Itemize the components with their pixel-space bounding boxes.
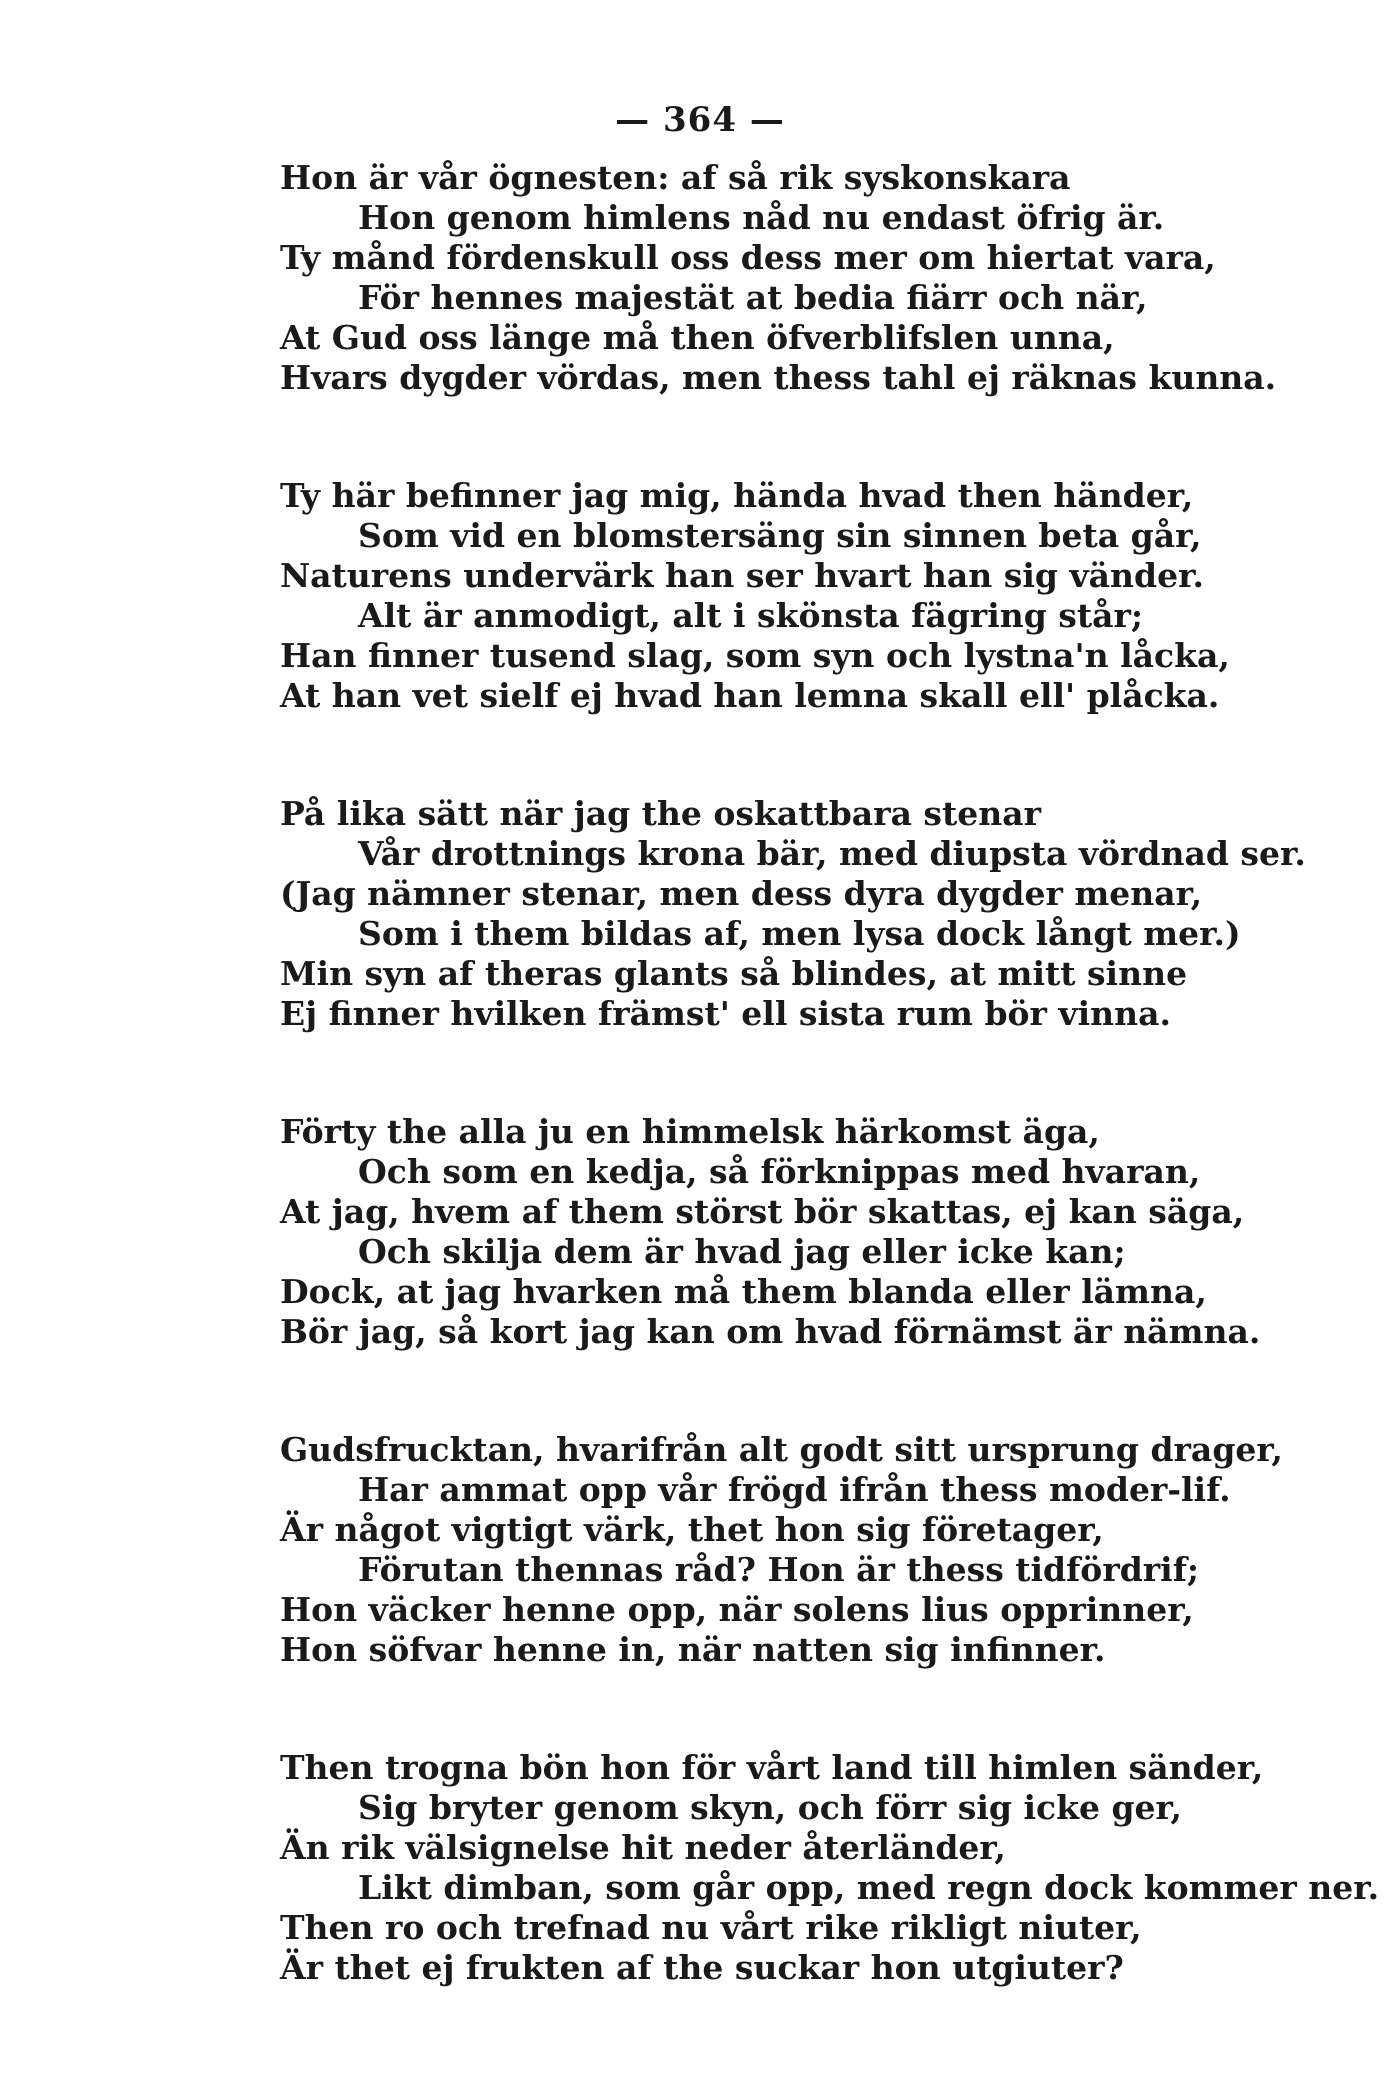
verse-line: Min syn af theras glants så blindes, at mitt sinne: [280, 954, 1188, 993]
verse-line: Ej finner hvilken främst' ell sista rum bör vinna.: [280, 994, 1171, 1033]
verse-line: Hon väcker henne opp, när solens lius opprinner,: [280, 1590, 1194, 1629]
verse-line: Then ro och trefnad nu vårt rike rikligt niuter,: [280, 1908, 1142, 1947]
verse-line: Och som en kedja, så förknippas med hvaran,: [358, 1152, 1201, 1191]
verse-line: Han finner tusend slag, som syn och lystna'n låcka,: [280, 636, 1230, 675]
verse-line: Ty här befinner jag mig, hända hvad then händer,: [280, 476, 1194, 515]
verse-line: Har ammat opp vår frögd ifrån thess moder-lif.: [358, 1470, 1231, 1509]
stanza-4: [280, 1112, 1280, 1352]
verse-line: Alt är anmodigt, alt i skönsta fägring står;: [358, 596, 1144, 635]
verse-line: (Jag nämner stenar, men dess dyra dygder menar,: [280, 874, 1203, 913]
verse-line: Som vid en blomstersäng sin sinnen beta går,: [358, 516, 1202, 555]
verse-line: At han vet sielf ej hvad han lemna skall ell' plåcka.: [280, 676, 1220, 715]
verse-line: Sig bryter genom skyn, och förr sig icke ger,: [358, 1788, 1183, 1827]
verse-line: Then trogna bön hon för vårt land till himlen sänder,: [280, 1748, 1264, 1787]
verse-line: Bör jag, så kort jag kan om hvad förnämst är nämna.: [280, 1312, 1261, 1351]
verse-line: Är något vigtigt värk, thet hon sig företager,: [280, 1510, 1104, 1549]
stanza-2: [280, 476, 1280, 716]
verse-line: Gudsfrucktan, hvarifrån alt godt sitt ursprung drager,: [280, 1430, 1283, 1469]
verse-line: At jag, hvem af them störst bör skattas, ej kan säga,: [280, 1192, 1245, 1231]
verse-line: För hennes majestät at bedia fiärr och när,: [358, 278, 1148, 317]
verse-line: Vår drottnings krona bär, med diupsta vördnad ser.: [358, 834, 1306, 873]
verse-line: Hon är vår ögnesten: af så rik syskonskara: [280, 158, 1071, 197]
verse-line: Som i them bildas af, men lysa dock långt mer.): [358, 914, 1241, 953]
page-number: — 364 —: [615, 100, 785, 140]
poem: [280, 158, 1380, 2066]
verse-line: På lika sätt när jag the oskattbara stenar: [280, 794, 1042, 833]
stanza-1: [280, 158, 1280, 398]
verse-line: Och skilja dem är hvad jag eller icke kan;: [358, 1232, 1126, 1271]
stanza-6: [280, 1748, 1380, 1988]
verse-line: Förty the alla ju en himmelsk härkomst äga,: [280, 1112, 1100, 1151]
stanza-5: [280, 1430, 1283, 1670]
verse-line: Hon söfvar henne in, när natten sig infinner.: [280, 1630, 1106, 1669]
verse-line: Är thet ej frukten af the suckar hon utgiuter?: [280, 1948, 1124, 1987]
verse-line: Naturens undervärk han ser hvart han sig vänder.: [280, 556, 1204, 595]
verse-line: Förutan thennas råd? Hon är thess tidfördrif;: [358, 1550, 1200, 1589]
verse-line: Dock, at jag hvarken må them blanda eller lämna,: [280, 1272, 1207, 1311]
verse-line: Likt dimban, som går opp, med regn dock kommer ner.: [358, 1868, 1380, 1907]
verse-line: Än rik välsignelse hit neder återländer,: [280, 1828, 1006, 1867]
stanza-3: [280, 794, 1306, 1034]
verse-line: Hon genom himlens nåd nu endast öfrig är.: [358, 198, 1165, 237]
verse-line: Hvars dygder vördas, men thess tahl ej räknas kunna.: [280, 358, 1277, 397]
verse-line: At Gud oss länge må then öfverblifslen unna,: [280, 318, 1115, 357]
verse-line: Ty månd fördenskull oss dess mer om hiertat vara,: [280, 238, 1216, 277]
